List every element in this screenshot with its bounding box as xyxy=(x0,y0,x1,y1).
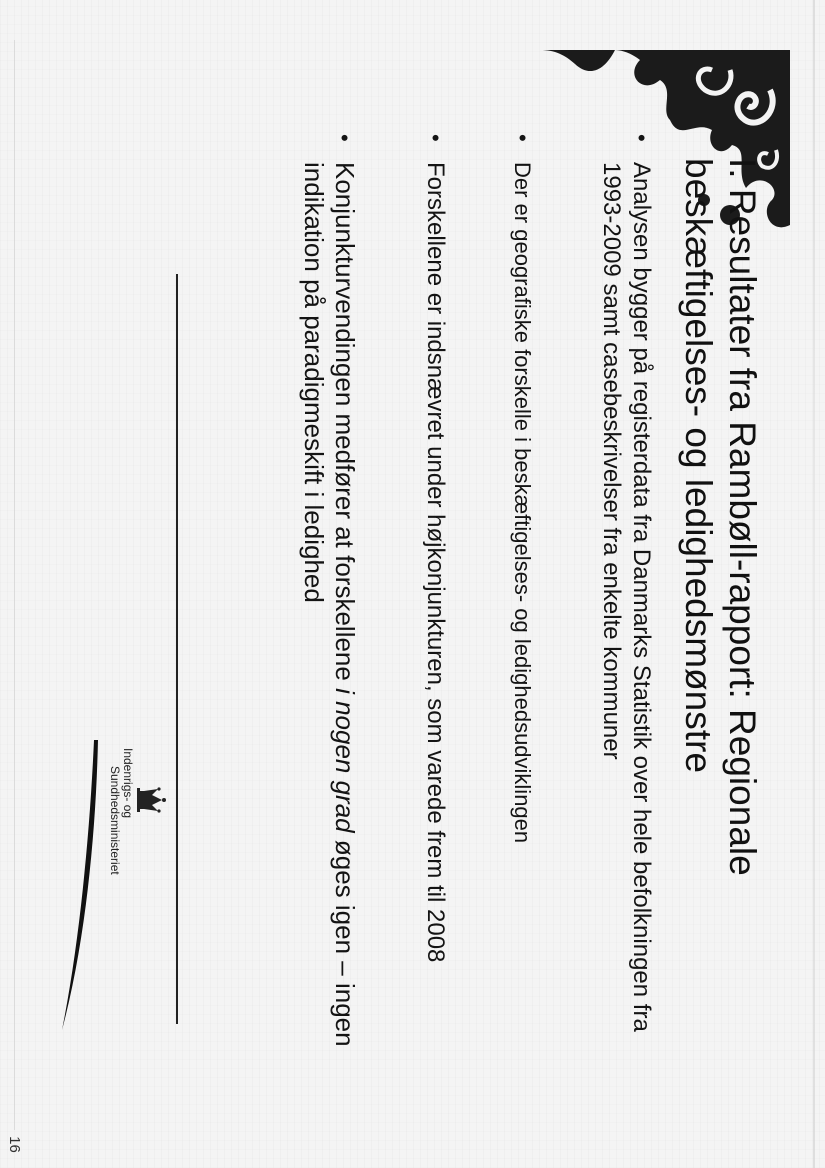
bullet-glyph: • xyxy=(510,134,535,142)
ministry-name-line1: Indenrigs- og xyxy=(121,748,135,819)
bullet-text-after: øges igen – ingen indikation på paradigmeskift i ledighed xyxy=(299,162,360,1047)
page-edge-right xyxy=(813,0,815,1168)
bullet-text: Forskellene er indsnævret under højkonjunkturen, som varede frem til 2008 xyxy=(422,162,449,963)
bullet-glyph: • xyxy=(423,134,448,142)
page-number: 16 xyxy=(5,1136,23,1153)
ministry-logo xyxy=(60,740,170,1040)
bullet-glyph: • xyxy=(332,134,357,142)
bullet-text-emphasis: i nogen grad xyxy=(330,688,360,833)
bullet-text: Analysen bygger på registerdata fra Danmarks Statistik over hele befolkningen fra 1993-2009 samt casebeskrivelser fra enkelte kommuner xyxy=(598,162,655,1032)
page-edge-left xyxy=(14,40,15,1130)
ministry-name-line2: Sundhedsministeriet xyxy=(108,766,122,875)
bullet-list xyxy=(298,134,656,1094)
rotated-slide xyxy=(30,50,790,1140)
bullet-item xyxy=(508,134,536,1094)
bullet-text: Der er geografiske forskelle i beskæftigelses- og ledighedsudviklingen xyxy=(510,162,535,844)
bullet-item xyxy=(420,134,450,1094)
footer-divider xyxy=(176,274,178,1024)
bullet-item xyxy=(596,134,656,1094)
bullet-text-before: Konjunkturvendingen medfører at forskellene xyxy=(330,162,360,689)
logo-swoosh-icon xyxy=(60,740,170,1040)
slide-title: I. Resultater fra Rambøll-rapport: Regionale beskæftigelses- og ledighedsmønstre xyxy=(678,158,763,876)
bullet-glyph: • xyxy=(629,134,654,142)
bullet-item xyxy=(298,134,360,1094)
